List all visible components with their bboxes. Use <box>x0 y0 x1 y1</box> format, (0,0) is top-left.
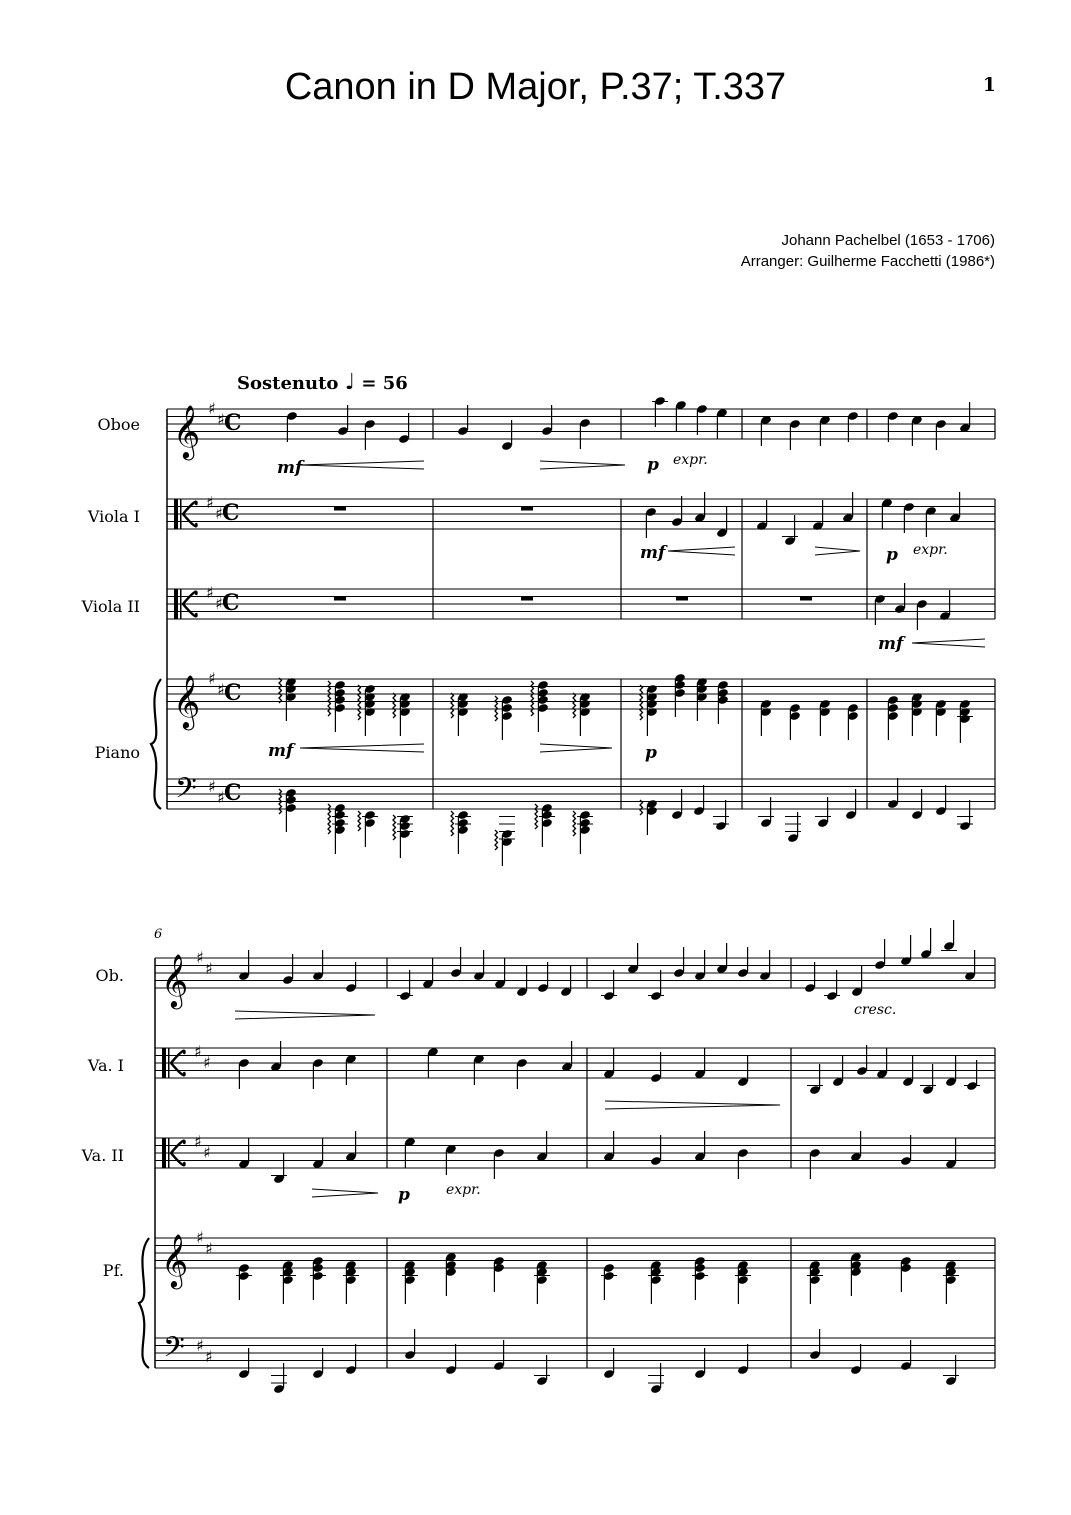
alto-clef-icon <box>174 589 178 619</box>
crescendo-hairpin <box>300 461 424 469</box>
sharp-icon: ♯ <box>196 948 204 967</box>
sharp-icon: ♯ <box>206 583 214 602</box>
tempo-text: Sostenuto <box>237 373 339 394</box>
label-piano: Piano <box>94 743 140 762</box>
page-number: 1 <box>982 74 996 96</box>
arpeggio <box>535 804 538 829</box>
decrescendo-hairpin <box>312 1189 378 1197</box>
arpeggio <box>573 811 576 836</box>
decrescendo-hairpin <box>235 1011 375 1019</box>
sharp-icon: ♯ <box>194 1132 202 1151</box>
sharp-icon: ♯ <box>203 1053 211 1072</box>
whole-rest <box>521 597 533 601</box>
piano-brace <box>139 1238 149 1368</box>
sharp-icon: ♯ <box>205 959 213 978</box>
sharp-icon: ♯ <box>203 1143 211 1162</box>
time-signature: C <box>224 410 242 436</box>
alto-clef-icon <box>162 1138 166 1168</box>
sharp-icon: ♯ <box>217 410 225 429</box>
sharp-icon: ♯ <box>196 1336 204 1355</box>
arpeggio <box>393 815 396 840</box>
alto-clef-icon <box>180 499 182 529</box>
time-signature: C <box>224 780 242 806</box>
dynamic-piano-p: p <box>645 743 657 763</box>
cresc-oboe: cresc. <box>854 1002 897 1018</box>
composer-credit: Johann Pachelbel (1653 - 1706) <box>781 232 995 249</box>
bass-clef-icon: 𝄢 <box>163 1331 185 1371</box>
treble-clef-icon: 𝄞 <box>173 404 201 458</box>
alto-clef-icon <box>162 1048 166 1078</box>
sharp-icon: ♯ <box>208 399 216 418</box>
arpeggio <box>358 811 361 831</box>
sharp-icon: ♯ <box>208 669 216 688</box>
alto-clef-icon <box>180 589 182 619</box>
whole-rest <box>521 507 533 511</box>
piece-title: Canon in D Major, P.37; T.337 <box>284 66 787 108</box>
sharp-icon: ♯ <box>205 1239 213 1258</box>
label-viola2-short: Va. II <box>81 1146 124 1165</box>
sharp-icon: ♯ <box>217 788 225 807</box>
label-viola1-short: Va. I <box>87 1056 124 1075</box>
sharp-icon: ♯ <box>215 504 223 523</box>
label-oboe: Oboe <box>97 415 140 434</box>
arpeggio <box>451 811 454 836</box>
alto-clef-icon <box>168 1048 170 1078</box>
alto-clef-icon <box>174 499 178 529</box>
arpeggio <box>393 693 396 718</box>
whole-rest <box>334 507 346 511</box>
sharp-icon: ♯ <box>205 1347 213 1366</box>
bass-clef-icon: 𝄢 <box>175 772 197 812</box>
arpeggio <box>279 678 282 703</box>
quarter-note-icon: ♩ <box>344 370 356 395</box>
arpeggio <box>495 830 498 850</box>
expression-va1: expr. <box>913 542 948 558</box>
crescendo-hairpin <box>912 639 985 647</box>
dynamic-oboe-mf: mf <box>277 458 303 478</box>
dynamic-oboe-p: p <box>647 455 659 475</box>
sharp-icon: ♯ <box>208 777 216 796</box>
time-signature: C <box>222 590 240 616</box>
arpeggio <box>573 693 576 718</box>
time-signature: C <box>224 680 242 706</box>
whole-rest <box>676 597 688 601</box>
decrescendo-hairpin <box>815 547 860 555</box>
treble-clef-icon: 𝄞 <box>161 1233 189 1287</box>
arpeggio <box>640 800 643 815</box>
arpeggio <box>640 685 643 720</box>
dynamic-va1-p: p <box>886 545 898 565</box>
sharp-icon: ♯ <box>215 594 223 613</box>
dynamic-va2-mf: mf <box>878 634 904 654</box>
arranger-credit: Arranger: Guilherme Facchetti (1986*) <box>740 253 995 270</box>
decrescendo-hairpin <box>540 461 625 469</box>
label-piano-short: Pf. <box>102 1261 124 1280</box>
arpeggio <box>358 685 361 720</box>
dynamic-va1-mf: mf <box>640 543 666 563</box>
expression-oboe: expr. <box>673 452 708 468</box>
dynamic-piano-mf: mf <box>268 741 294 761</box>
label-oboe-short: Ob. <box>95 966 124 985</box>
decrescendo-hairpin <box>540 744 612 752</box>
tempo-value: = 56 <box>361 373 408 394</box>
time-signature: C <box>222 500 240 526</box>
sharp-icon: ♯ <box>217 680 225 699</box>
expression-va2: expr. <box>446 1182 481 1198</box>
arpeggio <box>451 693 454 718</box>
measure-number: 6 <box>154 927 163 942</box>
treble-clef-icon: 𝄞 <box>173 674 201 728</box>
piano-brace <box>151 679 161 809</box>
sharp-icon: ♯ <box>194 1042 202 1061</box>
decrescendo-hairpin <box>605 1101 780 1109</box>
dynamic-va2-p: p <box>398 1185 410 1205</box>
label-viola2: Viola II <box>81 597 140 616</box>
label-viola1: Viola I <box>87 507 140 526</box>
alto-clef-icon <box>168 1138 170 1168</box>
whole-rest <box>800 597 812 601</box>
crescendo-hairpin <box>300 744 424 752</box>
sharp-icon: ♯ <box>196 1228 204 1247</box>
treble-clef-icon: 𝄞 <box>161 953 189 1007</box>
sharp-icon: ♯ <box>206 493 214 512</box>
crescendo-hairpin <box>668 547 735 555</box>
whole-rest <box>334 597 346 601</box>
